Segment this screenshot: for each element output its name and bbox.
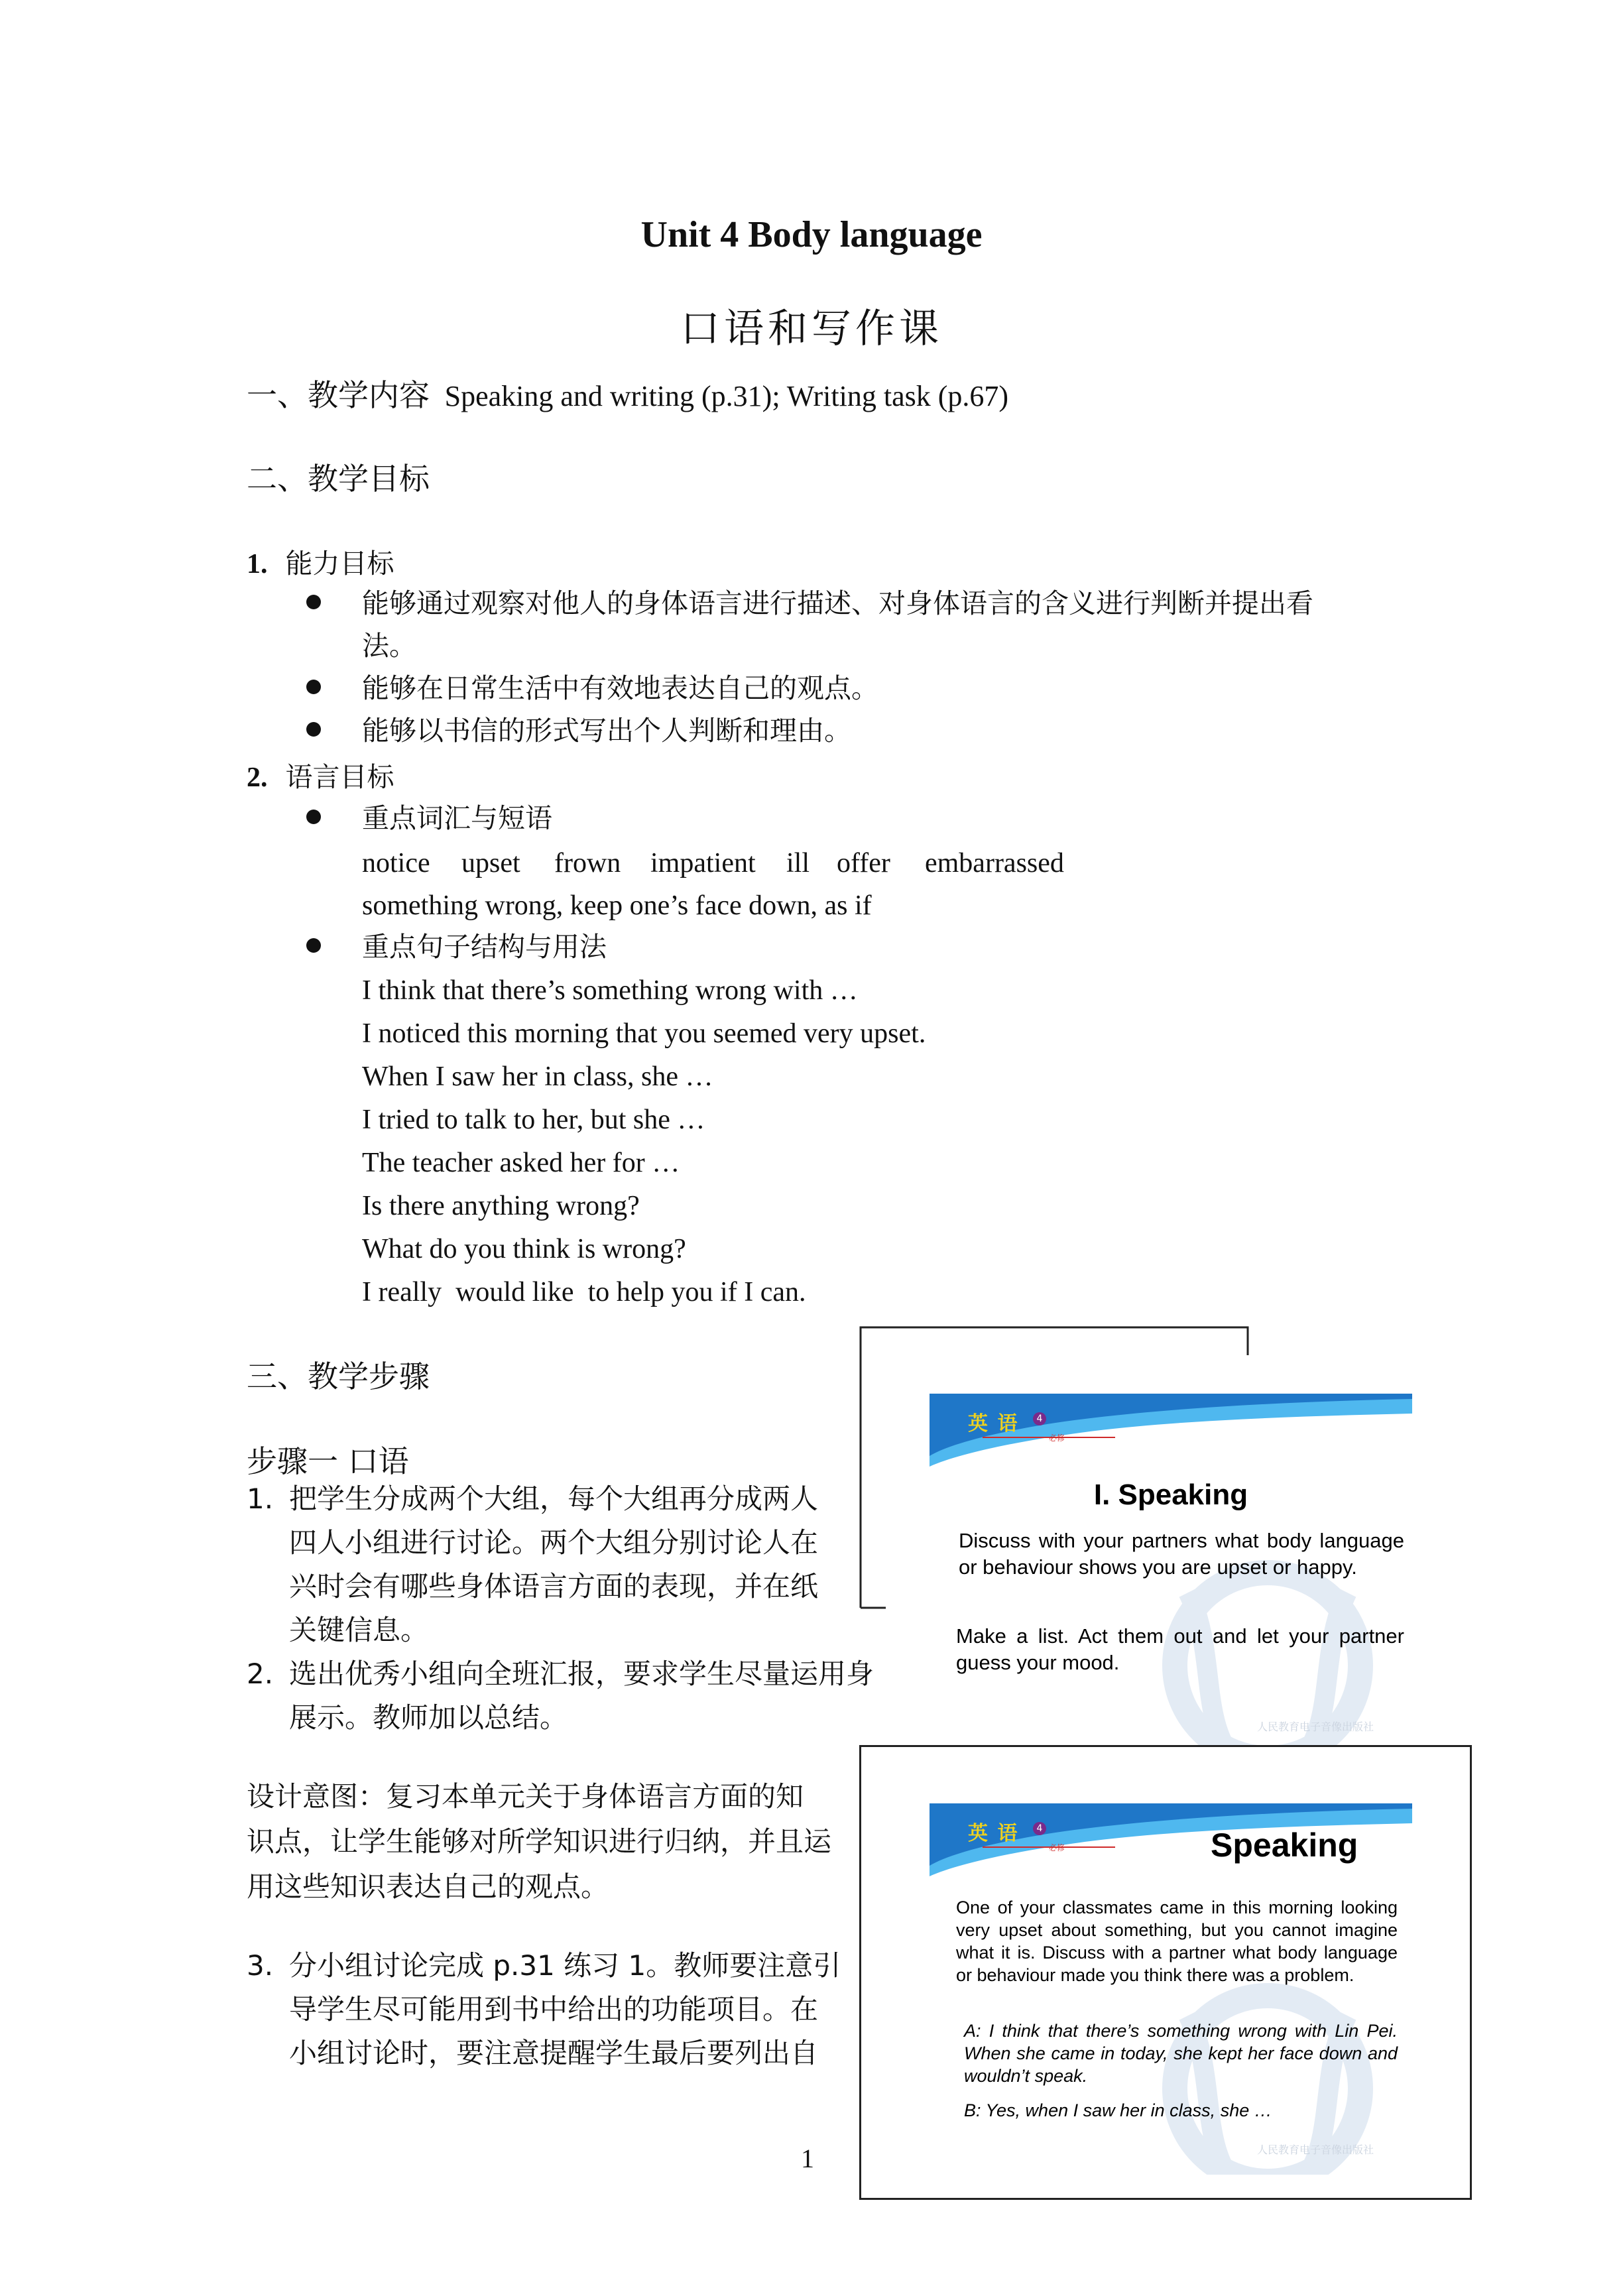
sentence-item: When I saw her in class, she … <box>362 1061 713 1092</box>
slide-paragraph: Discuss with your partners what body language or behaviour shows you are upset or happy. <box>959 1529 1404 1579</box>
vocab-word: ill <box>786 848 810 878</box>
section-content <box>247 371 1008 415</box>
slide-heading: Speaking <box>1211 1827 1358 1864</box>
section-content-label: 一、教学内容 <box>247 377 430 413</box>
sentence-item: What do you think is wrong? <box>362 1234 686 1264</box>
vocab-word: impatient <box>650 848 756 878</box>
step1-item-2: 2. 选出优秀小组向全班汇报，要求学生尽量运用身 展示。教师加以总结。 <box>247 1658 874 1734</box>
design-intent: 设计意图：复习本单元关于身体语言方面的知 识点，让学生能够对所学知识进行归纳，并且运 用这些知识表达自己的观点。 <box>247 1780 832 1903</box>
bullet-icon <box>306 595 321 609</box>
slide-speaking-1 <box>930 1394 1412 1752</box>
textbook-logo: 英 语 <box>968 1822 1019 1845</box>
page-title: Unit 4 Body language <box>640 214 983 255</box>
sentence-item: I think that there’s something wrong with … <box>362 975 858 1006</box>
sentence-item: I really would like to help you if I can. <box>362 1277 806 1307</box>
goal1-bullet-1: 能够通过观察对他人的身体语言进行描述、对身体语言的含义进行判断并提出看 <box>362 587 1313 619</box>
step1-item-1: 1. 把学生分成两个大组，每个大组再分成两人 四人小组进行讨论。两个大组分别讨论人在 兴时会有哪些身体语言方面的表现，并在纸 关键信息。 <box>247 1482 819 1646</box>
structure-heading: 重点句子结构与用法 <box>362 931 607 963</box>
goal1-bullet-1-cont: 法。 <box>362 630 416 662</box>
goal1-heading: 1. 能力目标 <box>247 548 394 579</box>
vocab-phrases: something wrong, keep one’s face down, as if <box>362 890 872 921</box>
sentence-item: Is there anything wrong? <box>362 1191 640 1221</box>
bullet-icon <box>306 722 321 737</box>
section-steps-label: 三、教学步骤 <box>247 1359 430 1394</box>
slide-speaking-2 <box>930 1803 1412 2175</box>
volume-badge: 4 <box>1033 1412 1046 1425</box>
goal2-heading: 2. 语言目标 <box>247 761 394 793</box>
sentence-item: I tried to talk to her, but she … <box>362 1105 705 1135</box>
step1-heading: 步骤一 口语 <box>247 1443 409 1479</box>
vocab-heading: 重点词汇与短语 <box>362 802 552 834</box>
slide-paragraph: One of your classmates came in this morning looking very upset about something, but you cannot imagine what it is. Discuss with a partner what body language or behaviour made you think there was a problem. <box>956 1898 1398 1985</box>
slide-paragraph: Make a list. Act them out and let your partner guess your mood. <box>956 1624 1404 1674</box>
bullet-icon <box>306 938 321 953</box>
bullet-icon <box>306 810 321 824</box>
volume-badge: 4 <box>1033 1822 1046 1835</box>
page-number: 1 <box>801 2144 814 2173</box>
section-goals-label: 二、教学目标 <box>247 461 430 497</box>
vocab-word: embarrassed <box>925 848 1064 878</box>
section-content-text: Speaking and writing (p.31); Writing task (p.67) <box>444 380 1009 412</box>
publisher-watermark: 人民教育电子音像出版社 <box>1257 1721 1374 1733</box>
goal1-bullet-3: 能够以书信的形式写出个人判断和理由。 <box>362 715 851 747</box>
slide-heading: I. Speaking <box>1093 1479 1248 1511</box>
slide-dialog-a: A: I think that there’s something wrong with Lin Pei. When she came in today, she kept her face down and wouldn’t speak. <box>964 2021 1398 2086</box>
slide-dialog-b: B: Yes, when I saw her in class, she … <box>964 2100 1272 2120</box>
page-subtitle: 口语和写作课 <box>680 306 943 352</box>
vocab-word: upset <box>461 848 520 878</box>
logo-subtitle: 必修 <box>1049 1433 1065 1443</box>
step1-item-3: 3. 分小组讨论完成 p.31 练习 1。教师要注意引 导学生尽可能用到书中给出的功能项目。在 小组讨论时，要注意提醒学生最后要列出自 <box>247 1949 841 2069</box>
publisher-watermark: 人民教育电子音像出版社 <box>1257 2144 1374 2156</box>
vocab-word: notice <box>362 848 430 878</box>
sentence-item: The teacher asked her for … <box>362 1148 680 1178</box>
vocab-word: offer <box>837 848 890 878</box>
sentence-list <box>362 969 926 1314</box>
textbook-logo: 英 语 <box>968 1412 1019 1435</box>
vocab-word: frown <box>554 848 621 878</box>
bullet-icon <box>306 680 321 694</box>
sentence-item: I noticed this morning that you seemed very upset. <box>362 1018 926 1049</box>
logo-subtitle: 必修 <box>1049 1843 1065 1852</box>
goal1-bullet-2: 能够在日常生活中有效地表达自己的观点。 <box>362 672 878 704</box>
